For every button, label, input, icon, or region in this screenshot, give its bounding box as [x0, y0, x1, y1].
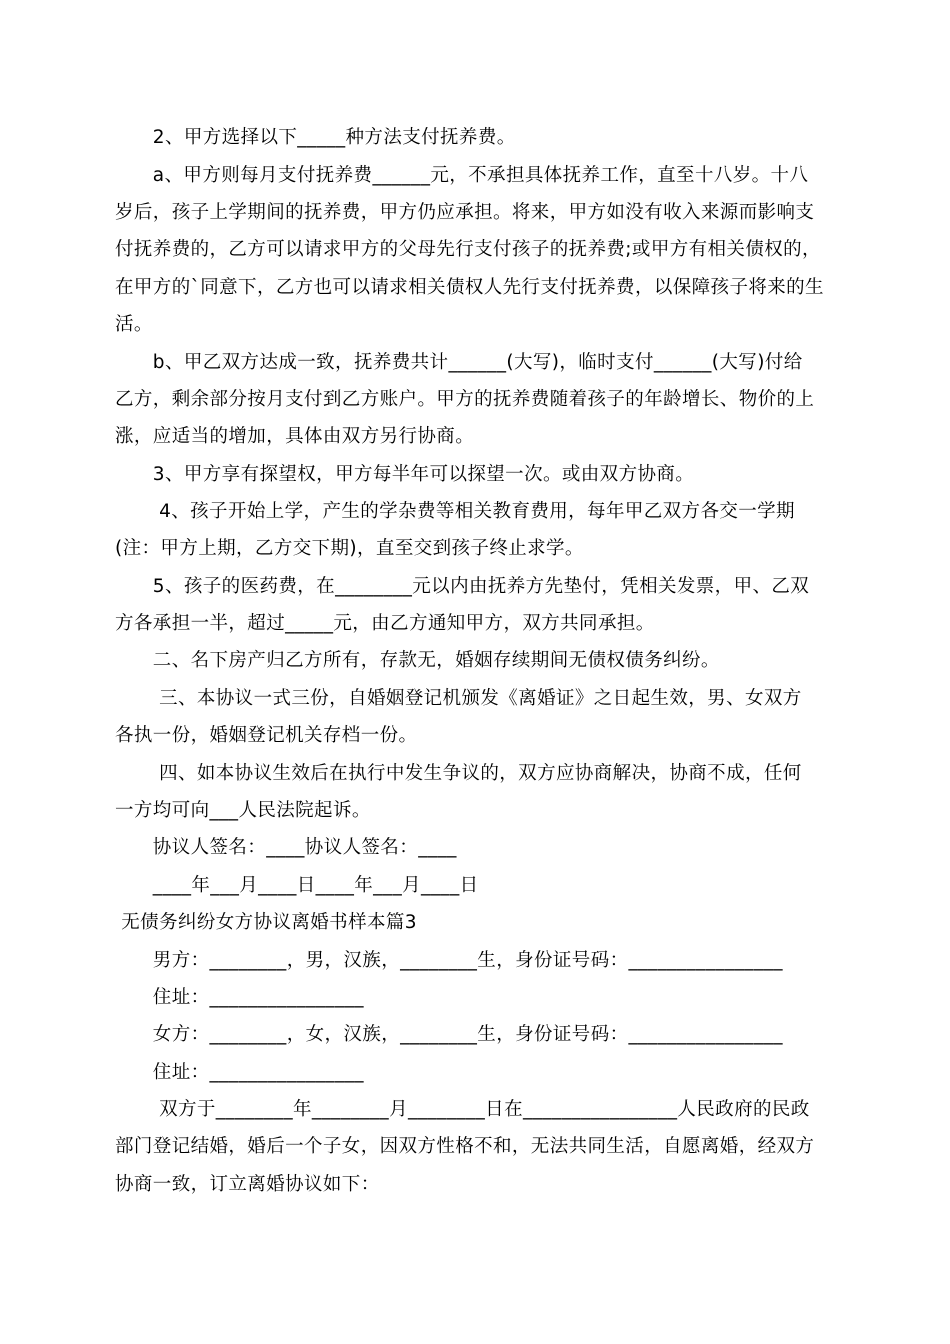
para-monthly-support-line-5: 活。	[115, 314, 153, 335]
para-medical-line-1: 5、孩子的医药费，在________元以内由抚养方先垫付，凭相关发票，甲、乙双	[115, 576, 810, 597]
para-education-line-2: (注：甲方上期，乙方交下期)，直至交到孩子终止求学。	[115, 538, 584, 559]
section-title: 无债务纠纷女方协议离婚书样本篇3	[115, 912, 417, 933]
para-visitation: 3、甲方享有探望权，甲方每半年可以探望一次。或由双方协商。	[115, 464, 695, 485]
para-copies-line-1: 三、本协议一式三份，自婚姻登记机颁发《离婚证》之日起生效，男、女双方	[115, 688, 802, 709]
para-monthly-support-line-4: 在甲方的`同意下，乙方也可以请求相关债权人先行支付抚养费，以保障孩子将来的生	[115, 277, 824, 298]
para-lump-sum-line-3: 涨，应适当的增加，具体由双方另行协商。	[115, 426, 475, 447]
male-party-address: 住址：________________	[115, 987, 364, 1008]
para-dispute-line-1: 四、如本协议生效后在执行中发生争议的，双方应协商解决，协商不成，任何	[115, 763, 802, 784]
para-payment-method: 2、甲方选择以下_____种方法支付抚养费。	[115, 127, 516, 148]
female-party-info: 女方：________，女，汉族，________生，身份证号码：________________	[115, 1024, 783, 1045]
para-marriage-line-3: 协商一致，订立离婚协议如下：	[115, 1174, 380, 1195]
para-lump-sum-line-1: b、甲乙双方达成一致，抚养费共计______(大写)，临时支付______(大写)付给	[115, 352, 803, 373]
female-party-address: 住址：________________	[115, 1062, 364, 1083]
date-line: ____年___月____日____年___月____日	[115, 875, 479, 896]
para-copies-line-2: 各执一份，婚姻登记机关存档一份。	[115, 725, 418, 746]
para-education-line-1: 4、孩子开始上学，产生的学杂费等相关教育费用，每年甲乙双方各交一学期	[115, 501, 795, 522]
para-medical-line-2: 方各承担一半，超过_____元，由乙方通知甲方，双方共同承担。	[115, 613, 655, 634]
para-monthly-support-line-1: a、甲方则每月支付抚养费______元，不承担具体抚养工作，直至十八岁。十八	[115, 165, 809, 186]
para-lump-sum-line-2: 乙方，剩余部分按月支付到乙方账户。甲方的抚养费随着孩子的年龄增长、物价的上	[115, 389, 815, 410]
male-party-info: 男方：________，男，汉族，________生，身份证号码：________________	[115, 950, 783, 971]
para-monthly-support-line-3: 付抚养费的，乙方可以请求甲方的父母先行支付孩子的抚养费;或甲方有相关债权的，	[115, 239, 821, 260]
para-monthly-support-line-2: 岁后，孩子上学期间的抚养费，甲方仍应承担。将来，甲方如没有收入来源而影响支	[115, 202, 815, 223]
para-marriage-line-2: 部门登记结婚，婚后一个子女，因双方性格不和，无法共同生活，自愿离婚，经双方	[115, 1136, 815, 1157]
para-property: 二、名下房产归乙方所有，存款无，婚姻存续期间无债权债务纠纷。	[115, 650, 720, 671]
signature-line: 协议人签名：____协议人签名：____	[115, 837, 457, 858]
para-dispute-line-2: 一方均可向___人民法院起诉。	[115, 800, 371, 821]
para-marriage-line-1: 双方于________年________月________日在________________人民政府的民政	[115, 1099, 810, 1120]
